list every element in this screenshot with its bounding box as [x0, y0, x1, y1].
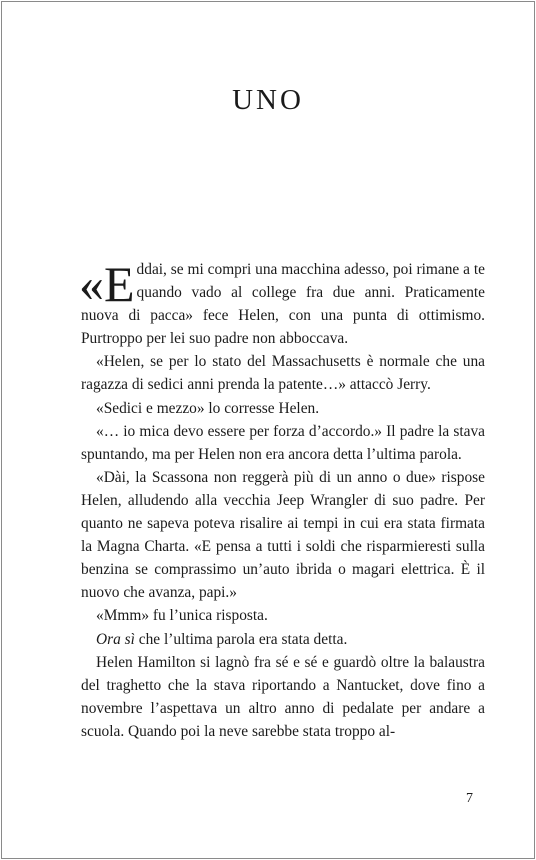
paragraph: [81, 628, 485, 651]
paragraph-text: che l’ultima parola era stata detta.: [134, 630, 348, 648]
drop-cap: «E: [79, 256, 135, 312]
paragraph: «Dài, la Scassona non reggerà più di un anno o due» rispose Helen, alludendo alla vecchia Jeep Wrangler di suo padre. Per quanto ne sapeva poteva risalire ai tempi in cui era stata firmata la Magna Charta. «E pensa a tutti i soldi che risparmieresti sulla benzina se comprassimo un’auto ibrida o magari elettrica. È il nuovo che avanza, papi.»: [81, 468, 485, 602]
paragraph: «Sedici e mezzo» lo corresse Helen.: [96, 399, 320, 417]
paragraph: [81, 258, 485, 350]
paragraph: «Mmm» fu l’unica risposta.: [96, 607, 268, 625]
chapter-title: UNO: [232, 84, 304, 116]
page-number: 7: [466, 791, 473, 806]
paragraph: «… io mica devo essere per forza d’accordo.» Il padre la stava spuntando, ma per Helen non era ancora detta l’ultima parola.: [81, 422, 485, 463]
italic-text: Ora sì: [96, 630, 135, 648]
body-text: [81, 258, 485, 743]
paragraph-text: ddai, se mi compri una macchina adesso, poi rimane a te quando vado al college fra due anni. Praticamente nuova di pacca» fece Helen, con una punta di ottimismo. Purtroppo per lei suo padre non abboccava.: [81, 261, 485, 348]
paragraph: «Helen, se per lo stato del Massachusetts è normale che una ragazza di sedici anni prenda la patente…» attaccò Jerry.: [81, 353, 485, 394]
paragraph: Helen Hamilton si lagnò fra sé e sé e guardò oltre la balaustra del traghetto che la stava riportando a Nantucket, dove fino a novembre l’aspettava un altro anno di pedalate per andare a scuola. Quando poi la neve sarebbe stata troppo al-: [81, 653, 485, 740]
